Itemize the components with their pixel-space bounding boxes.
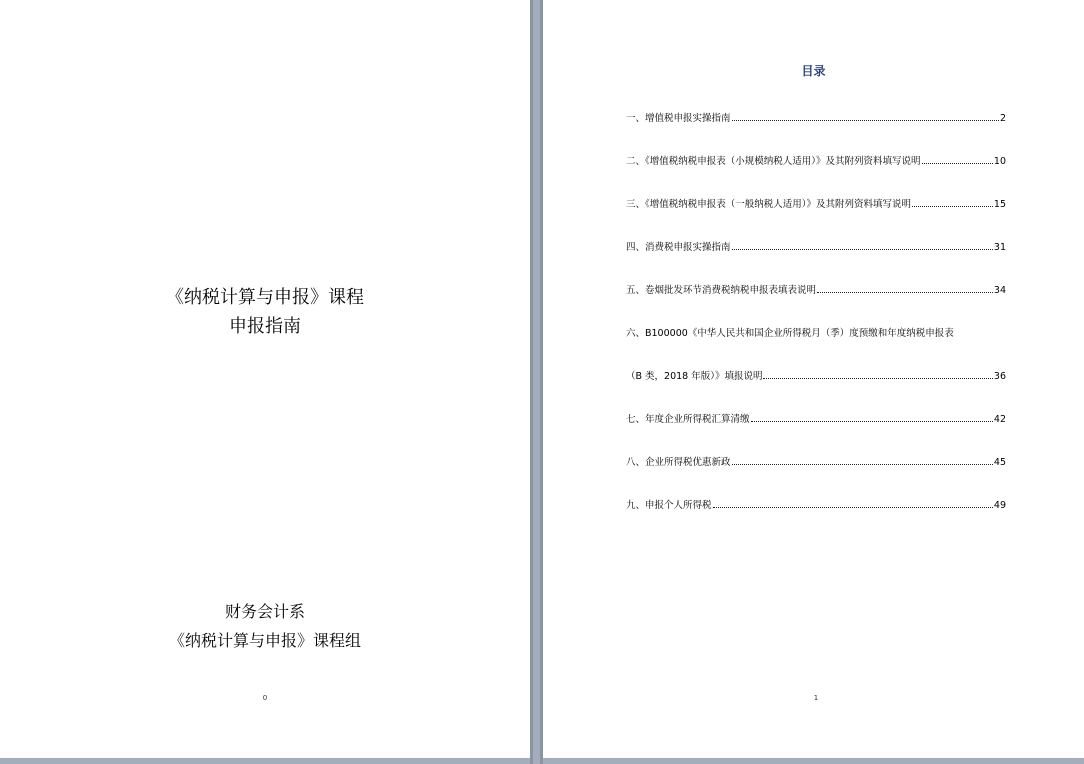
toc-entry[interactable] — [626, 280, 1006, 323]
toc-entry-text: 八、企业所得税优惠新政 — [626, 457, 731, 468]
toc-entry[interactable] — [626, 409, 1006, 452]
toc-entry[interactable] — [626, 452, 1006, 495]
toc-entry-text: （B 类，2018 年版）》填报说明 — [626, 371, 763, 382]
toc-entry-page: 34 — [993, 285, 1006, 296]
toc-leader-dots — [732, 455, 993, 465]
cover-page — [0, 0, 530, 758]
guide-subtitle: 申报指南 — [229, 316, 301, 337]
toc-entry-text: 二、《增值税纳税申报表（小规模纳税人适用）》及其附列资料填写说明 — [626, 156, 921, 167]
toc-page — [543, 0, 1084, 758]
toc-entry-page: 2 — [999, 113, 1006, 124]
page-number: 0 — [262, 694, 268, 702]
toc-entry[interactable] — [626, 151, 1006, 194]
toc-entry[interactable] — [626, 108, 1006, 151]
toc-leader-dots — [751, 412, 993, 422]
toc-entry-page: 36 — [993, 371, 1006, 382]
toc-entry-page: 42 — [993, 414, 1006, 425]
toc-entry-text: 一、增值税申报实操指南 — [626, 113, 731, 124]
toc-entry-page: 45 — [993, 457, 1006, 468]
toc-entry-page: 15 — [993, 199, 1006, 210]
toc-title: 目录 — [801, 64, 826, 78]
page-gap — [530, 0, 533, 764]
toc-leader-dots — [912, 197, 993, 207]
toc-entry[interactable] — [626, 323, 1006, 409]
toc-entry-page: 10 — [993, 156, 1006, 167]
toc-leader-dots — [713, 498, 993, 508]
toc-entry-text: 七、年度企业所得税汇算清缴 — [626, 414, 750, 425]
toc-entry-text: 五、卷烟批发环节消费税纳税申报表填表说明 — [626, 285, 817, 296]
toc-leader-dots — [922, 154, 993, 164]
toc-entry-page: 31 — [993, 242, 1006, 253]
toc-leader-dots — [732, 111, 999, 121]
page-number: 1 — [813, 694, 819, 702]
toc-leader-dots — [763, 369, 992, 379]
toc-entry-text-line1: 六、B100000《中华人民共和国企业所得税月（季）度预缴和年度纳税申报表 — [626, 328, 954, 339]
toc-leader-dots — [732, 240, 993, 250]
toc-entry-text: 四、消费税申报实操指南 — [626, 242, 731, 253]
toc-entry[interactable] — [626, 194, 1006, 237]
toc-entry-text: 九、申报个人所得税 — [626, 500, 712, 511]
course-group-name: 《纳税计算与申报》课程组 — [168, 631, 361, 650]
department-name: 财务会计系 — [224, 602, 305, 621]
toc-entry-text: 三、《增值税纳税申报表（一般纳税人适用）》及其附列资料填写说明 — [626, 199, 912, 210]
toc-leader-dots — [817, 283, 993, 293]
toc-entry-page: 49 — [993, 500, 1006, 511]
toc-entry[interactable] — [626, 495, 1006, 538]
course-title: 《纳税计算与申报》课程 — [166, 287, 364, 308]
toc-entry[interactable] — [626, 237, 1006, 280]
table-of-contents — [626, 108, 1006, 538]
